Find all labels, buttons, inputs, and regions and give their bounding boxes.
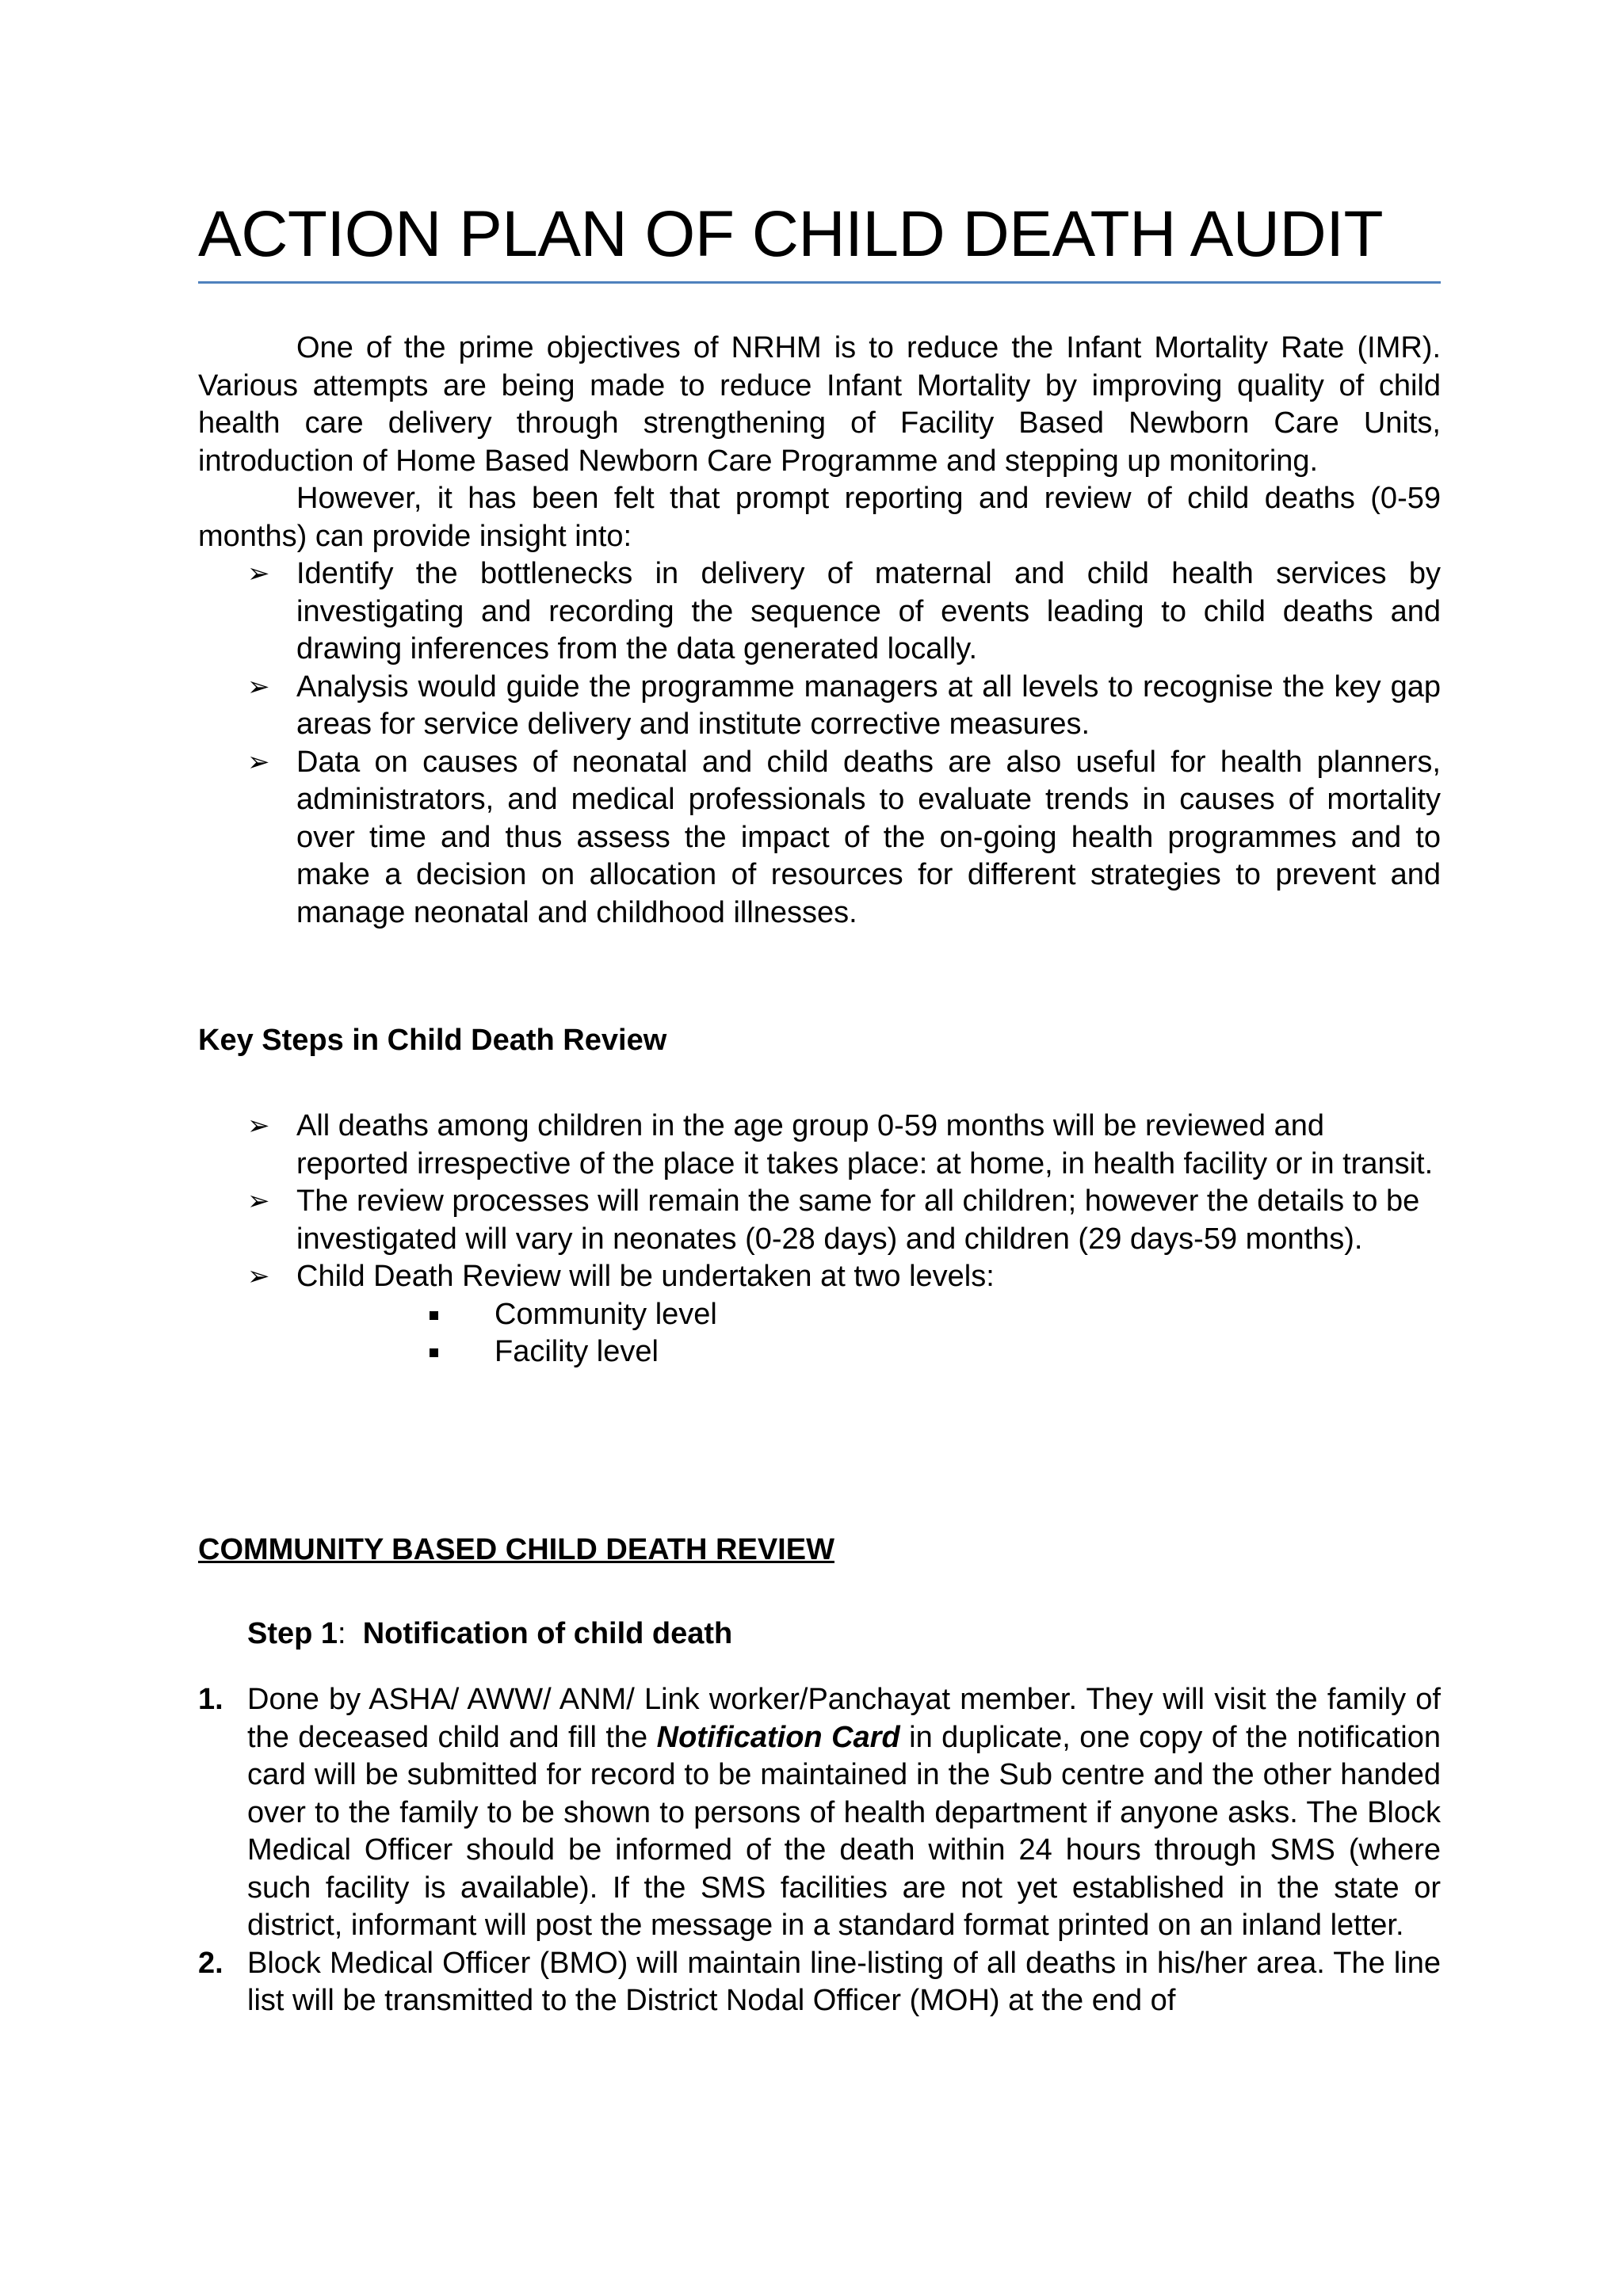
list-item-text: All deaths among children in the age group 0-59 months will be reviewed and reported irrespective of the place it takes place: at home, in health facility or in transit. bbox=[296, 1109, 1434, 1180]
list-item bbox=[198, 1681, 1441, 1945]
square-bullet-icon bbox=[430, 1311, 438, 1320]
document-title: ACTION PLAN OF CHILD DEATH AUDIT bbox=[198, 198, 1384, 270]
list-item-text: Child Death Review will be undertaken at two levels: bbox=[296, 1260, 995, 1293]
key-steps-list bbox=[198, 1108, 1441, 1296]
list-item-text-after: in duplicate, one copy of the notification card will be submitted for record to be maintained in the Sub centre and the other handed over to the family to be shown to persons of health department if anyone asks. The Block Medical Officer should be informed of the death within 24 hours through SMS (where such facility is available). If the SMS facilities are not yet established in the state or district, informant will post the message in a standard format printed on an inland letter. bbox=[247, 1720, 1441, 1942]
review-levels-list bbox=[198, 1296, 1441, 1371]
list-item bbox=[198, 1183, 1441, 1258]
step-separator: : bbox=[338, 1617, 346, 1650]
key-steps-heading: Key Steps in Child Death Review bbox=[198, 1024, 667, 1057]
list-item bbox=[198, 1296, 1441, 1334]
list-item-text: Analysis would guide the programme managers at all levels to recognise the key gap areas for service delivery and institute corrective measures. bbox=[296, 669, 1441, 741]
arrow-bullet-icon: ➢ bbox=[247, 1261, 270, 1292]
insight-list bbox=[198, 555, 1441, 932]
notification-card-emphasis: Notification Card bbox=[656, 1720, 900, 1754]
community-steps-section bbox=[198, 1681, 1441, 2020]
list-item-text: Identify the bottlenecks in delivery of maternal and child health services by investigating and recording the sequence of events leading to child deaths and drawing inferences from the data generated locally. bbox=[296, 557, 1441, 666]
list-item-text: Block Medical Officer (BMO) will maintain line-listing of all deaths in his/her area. The line list will be transmitted to the District Nodal Officer (MOH) at the end of bbox=[247, 1946, 1441, 2017]
list-item bbox=[198, 1945, 1441, 2020]
arrow-bullet-icon: ➢ bbox=[247, 746, 270, 778]
step-label: Step 1 bbox=[247, 1617, 338, 1650]
community-steps-list bbox=[198, 1681, 1441, 2020]
intro-paragraph-1: One of the prime objectives of NRHM is to reduce the Infant Mortality Rate (IMR). Various attempts are being made to reduce Infant Mortality by improving quality of child health care delivery through strengthening of Facility Based Newborn Care Units, introduction of Home Based Newborn Care Programme and stepping up monitoring. bbox=[198, 331, 1441, 478]
key-steps-section bbox=[198, 1108, 1441, 1371]
list-item bbox=[198, 1333, 1441, 1371]
list-item-text: Data on causes of neonatal and child deaths are also useful for health planners, administrators, and medical professionals to evaluate trends in causes of mortality over time and thus assess the impact of the on-going health programmes and to make a decision on allocation of resources for different strategies to prevent and manage neonatal and childhood illnesses. bbox=[296, 745, 1441, 929]
item-number: 2. bbox=[198, 1946, 223, 1980]
intro-paragraph-2: However, it has been felt that prompt reporting and review of child deaths (0-59 months) can provide insight into: bbox=[198, 482, 1441, 553]
community-review-heading: COMMUNITY BASED CHILD DEATH REVIEW bbox=[198, 1533, 834, 1566]
list-item-text: Facility level bbox=[495, 1335, 659, 1368]
square-bullet-icon bbox=[430, 1348, 438, 1357]
list-item bbox=[198, 669, 1441, 744]
arrow-bullet-icon: ➢ bbox=[247, 558, 270, 589]
list-item-text: The review processes will remain the same for all children; however the details to be investigated will vary in neonates (0-28 days) and children (29 days-59 months). bbox=[296, 1184, 1420, 1256]
title-divider bbox=[198, 281, 1441, 284]
list-item bbox=[198, 1108, 1441, 1183]
intro-section bbox=[198, 330, 1441, 932]
item-number: 1. bbox=[198, 1683, 223, 1716]
list-item bbox=[198, 1258, 1441, 1296]
list-item bbox=[198, 744, 1441, 933]
arrow-bullet-icon: ➢ bbox=[247, 1110, 270, 1142]
step-heading bbox=[247, 1615, 732, 1653]
step-title: Notification of child death bbox=[362, 1617, 733, 1650]
list-item-text-before: Done by ASHA/ AWW/ ANM/ Link worker/Panchayat member. They will visit the family of the deceased child and fill the bbox=[247, 1683, 1441, 1754]
list-item-text: Community level bbox=[495, 1297, 717, 1331]
list-item bbox=[198, 555, 1441, 669]
arrow-bullet-icon: ➢ bbox=[247, 670, 270, 703]
arrow-bullet-icon: ➢ bbox=[247, 1185, 270, 1217]
